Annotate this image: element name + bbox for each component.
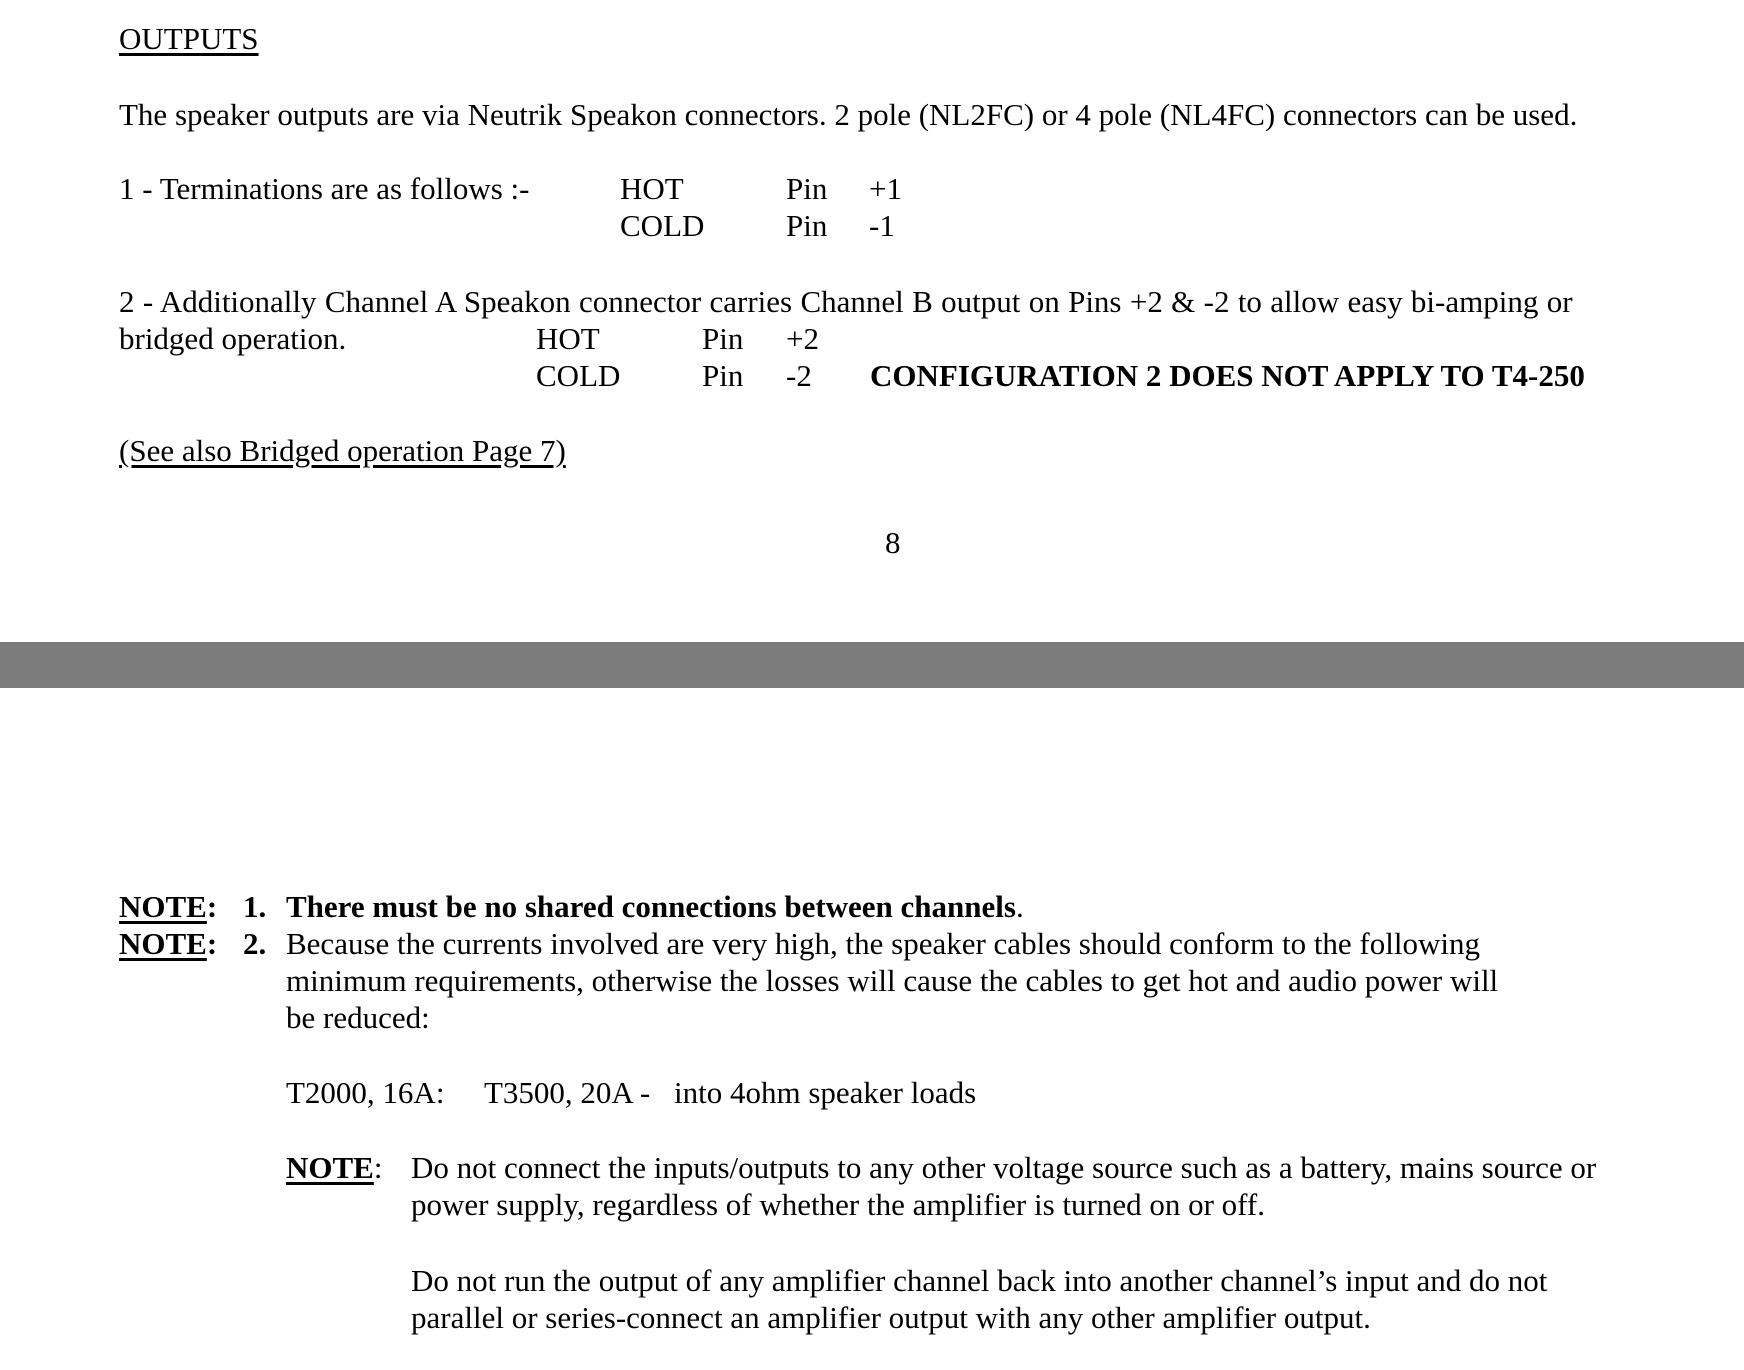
- document-page-9: [0, 688, 1744, 1370]
- requirement-t3500: T3500, 20A -: [484, 1075, 651, 1110]
- section-heading: OUTPUTS: [119, 21, 259, 56]
- see-also-link[interactable]: (See also Bridged operation Page 7): [119, 433, 566, 468]
- configuration-warning: CONFIGURATION 2 DOES NOT APPLY TO T4-250: [870, 358, 1585, 393]
- note-3-para-1-line-1: Do not connect the inputs/outputs to any other voltage source such as a battery, mains source or: [411, 1150, 1597, 1185]
- termination-cold-signal: COLD: [620, 208, 705, 243]
- termination-hot-pin: Pin: [786, 171, 828, 206]
- additional-cold-signal: COLD: [536, 358, 621, 393]
- page-number: 8: [885, 525, 901, 560]
- note-2-label: NOTE:: [119, 926, 218, 961]
- additional-line-2: bridged operation.: [119, 321, 347, 356]
- note-3-label: NOTE:: [286, 1150, 383, 1185]
- additional-hot-pin: Pin: [702, 321, 744, 356]
- note-2-number: 2.: [243, 926, 267, 961]
- note-2-line-1: Because the currents involved are very high, the speaker cables should conform to the following: [286, 926, 1480, 961]
- document-page-8: [0, 0, 1744, 642]
- note-3-para-1-line-2: power supply, regardless of whether the amplifier is turned on or off.: [411, 1187, 1265, 1222]
- additional-cold-value: -2: [786, 358, 812, 393]
- termination-cold-value: -1: [869, 208, 895, 243]
- note-2-line-3: be reduced:: [286, 1000, 430, 1035]
- note-1-text: There must be no shared connections between channels.: [286, 889, 1024, 924]
- requirement-t2000: T2000, 16A:: [286, 1075, 445, 1110]
- page-divider: [0, 642, 1744, 688]
- additional-hot-signal: HOT: [536, 321, 600, 356]
- additional-cold-pin: Pin: [702, 358, 744, 393]
- note-3-para-2-line-1: Do not run the output of any amplifier channel back into another channel’s input and do not: [411, 1263, 1548, 1298]
- termination-cold-pin: Pin: [786, 208, 828, 243]
- note-3-para-2-line-2: parallel or series-connect an amplifier output with any other amplifier output.: [411, 1300, 1371, 1335]
- intro-paragraph: The speaker outputs are via Neutrik Speakon connectors. 2 pole (NL2FC) or 4 pole (NL4FC) connectors can be used.: [119, 97, 1578, 132]
- requirement-load: into 4ohm speaker loads: [674, 1075, 977, 1110]
- note-2-line-2: minimum requirements, otherwise the losses will cause the cables to get hot and audio power will: [286, 963, 1499, 998]
- note-1-label: NOTE:: [119, 889, 218, 924]
- termination-hot-value: +1: [869, 171, 902, 206]
- note-1-number: 1.: [243, 889, 267, 924]
- termination-hot-signal: HOT: [620, 171, 684, 206]
- additional-hot-value: +2: [786, 321, 819, 356]
- terminations-label: 1 - Terminations are as follows :-: [119, 171, 530, 206]
- additional-line-1: 2 - Additionally Channel A Speakon connector carries Channel B output on Pins +2 & -2 to allow easy bi-amping or: [119, 284, 1573, 319]
